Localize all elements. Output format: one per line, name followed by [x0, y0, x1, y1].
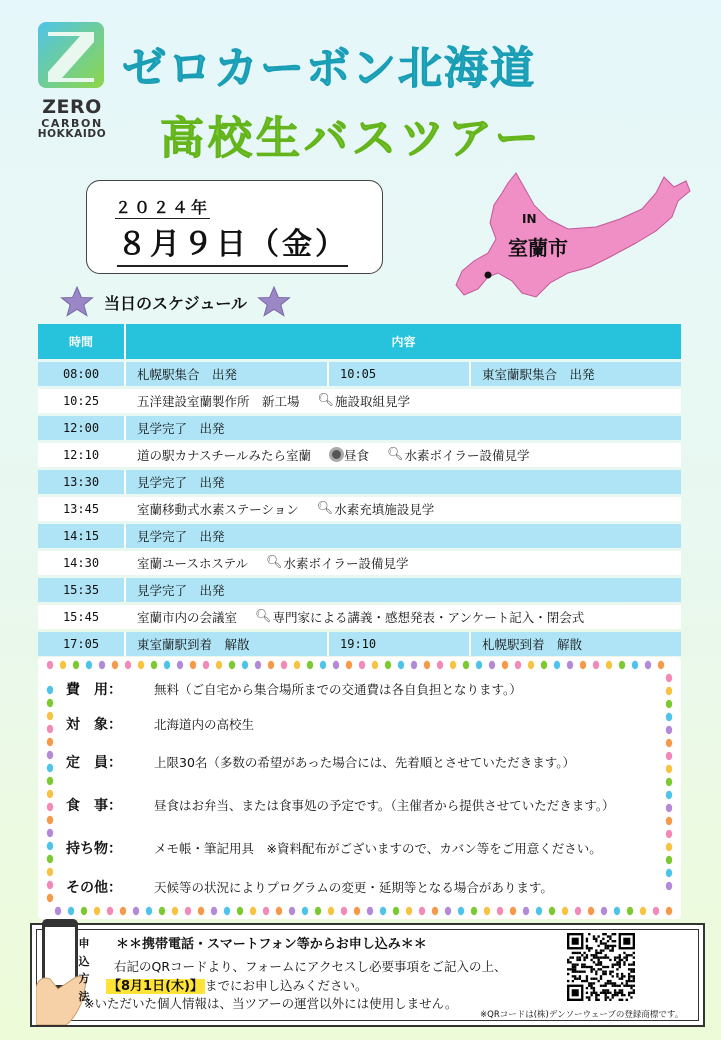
- info-row-target: [66, 714, 254, 734]
- qr-code-icon[interactable]: [567, 933, 635, 1001]
- border-dot: [229, 661, 235, 669]
- border-dot: [619, 661, 625, 669]
- border-dot: [359, 661, 365, 669]
- border-dot: [666, 856, 672, 864]
- border-dot: [250, 907, 256, 915]
- border-dot: [125, 661, 131, 669]
- border-dot: [658, 661, 664, 669]
- border-dot: [276, 907, 282, 915]
- info-value: 昼食はお弁当、または食事処の予定です。（主催者から提供させていただきます。）: [154, 798, 615, 813]
- apply-deadline-rest: までにお申し込みください。: [204, 978, 368, 993]
- row-time: 08:00: [38, 362, 126, 387]
- border-dot: [289, 907, 295, 915]
- border-dot: [333, 661, 339, 669]
- row-tag: 水素ボイラー設備見学: [283, 555, 409, 571]
- border-dot: [385, 661, 391, 669]
- map-city-label: 室蘭市: [508, 236, 568, 260]
- border-dot: [450, 661, 456, 669]
- border-dot: [320, 661, 326, 669]
- row-time: 14:30: [38, 551, 126, 576]
- border-dot: [471, 907, 477, 915]
- border-dot: [653, 907, 659, 915]
- border-dot: [393, 907, 399, 915]
- border-dot: [47, 881, 53, 889]
- info-value: 天候等の状況によりプログラムの変更・延期等となる場合があります。: [154, 880, 553, 895]
- border-dot: [645, 661, 651, 669]
- border-dot: [107, 907, 113, 915]
- info-label: 持ち物：: [66, 841, 122, 857]
- row-text: 室蘭ユースホステル: [137, 555, 249, 571]
- border-dot: [398, 661, 404, 669]
- row-text: 室蘭移動式水素ステーション: [137, 501, 299, 517]
- table-row: [38, 632, 681, 657]
- border-dot: [177, 661, 183, 669]
- border-dot: [328, 907, 334, 915]
- row-time: 12:10: [38, 443, 126, 468]
- magnifier-icon: 🔍︎: [255, 609, 272, 625]
- border-dot: [133, 907, 139, 915]
- border-dot: [463, 661, 469, 669]
- border-dot: [367, 907, 373, 915]
- border-dot: [73, 661, 79, 669]
- border-dot: [593, 661, 599, 669]
- row-meal: 昼食: [344, 447, 370, 463]
- border-dot: [510, 907, 516, 915]
- border-dot: [94, 907, 100, 915]
- column-header-content: 内容: [391, 335, 416, 349]
- plate-icon: [329, 447, 344, 462]
- border-dot: [47, 725, 53, 733]
- border-dot: [255, 661, 261, 669]
- magnifier-icon: 🔍︎: [317, 393, 335, 409]
- title-line2: 高校生バスツアー: [160, 113, 543, 164]
- border-dot: [112, 661, 118, 669]
- table-row: [38, 443, 681, 468]
- border-dot: [47, 790, 53, 798]
- row-time: 13:30: [38, 470, 126, 495]
- row-time: 17:05: [38, 632, 126, 657]
- border-dot: [640, 907, 646, 915]
- row-tag: 水素充填施設見学: [334, 501, 435, 517]
- info-row-cost: [66, 679, 522, 699]
- info-value: 北海道内の高校生: [154, 717, 255, 732]
- border-dot: [341, 907, 347, 915]
- map-in-label: IN: [522, 212, 537, 226]
- table-row: [38, 416, 681, 441]
- border-dot: [549, 907, 555, 915]
- border-dot: [484, 907, 490, 915]
- row-time: 15:45: [38, 605, 126, 630]
- border-dot: [606, 661, 612, 669]
- border-dot: [666, 830, 672, 838]
- border-dot: [666, 817, 672, 825]
- border-dot: [242, 661, 248, 669]
- border-dot: [307, 661, 313, 669]
- border-dot: [47, 855, 53, 863]
- border-dot: [47, 777, 53, 785]
- border-dot: [268, 661, 274, 669]
- row-time: 10:25: [38, 389, 126, 414]
- border-dot: [614, 907, 620, 915]
- schedule-table: [38, 324, 681, 656]
- star-icon: [257, 285, 291, 319]
- info-row-meal: [66, 795, 615, 815]
- table-row: [38, 605, 681, 630]
- border-dot: [666, 687, 672, 695]
- zero-carbon-logo: [36, 22, 108, 144]
- apply-deadline-line: [106, 975, 368, 994]
- table-row: [38, 389, 681, 414]
- row-text: 見学完了 出発: [137, 474, 225, 490]
- border-dot: [47, 712, 53, 720]
- apply-heading: ＊＊携帯電話・スマートフォン等からお申し込み＊＊: [116, 937, 427, 952]
- border-dot: [666, 882, 672, 890]
- border-dot: [627, 907, 633, 915]
- magnifier-icon: 🔍︎: [387, 447, 404, 463]
- border-dot: [68, 907, 74, 915]
- border-dot: [666, 726, 672, 734]
- border-dot: [458, 907, 464, 915]
- border-dot: [666, 778, 672, 786]
- row-tag: 水素ボイラー設備見学: [404, 447, 530, 463]
- privacy-note: ※いただいた個人情報は、当ツアーの運営以外には使用しません。: [84, 996, 458, 1011]
- border-dot: [47, 803, 53, 811]
- border-dot: [445, 907, 451, 915]
- logo-text-carbon: CARBON: [41, 116, 103, 130]
- row-time: 15:35: [38, 578, 126, 603]
- row-time: 14:15: [38, 524, 126, 549]
- border-dot: [47, 699, 53, 707]
- table-row: [38, 362, 681, 387]
- border-dot: [151, 661, 157, 669]
- row-time-alt: 10:05: [329, 362, 471, 387]
- apply-method-label: 申 込 方 法: [78, 937, 90, 1003]
- border-dot: [203, 661, 209, 669]
- border-dot: [47, 764, 53, 772]
- border-dot: [86, 661, 92, 669]
- border-dot: [237, 907, 243, 915]
- apply-instruction: 右記のQRコードより、フォームにアクセスし必要事項をご記入の上、: [114, 959, 507, 974]
- border-dot: [47, 868, 53, 876]
- border-dot: [666, 765, 672, 773]
- row-time-alt: 19:10: [329, 632, 471, 657]
- border-dot: [185, 907, 191, 915]
- border-dot: [666, 791, 672, 799]
- table-row: [38, 497, 681, 522]
- row-text: 室蘭市内の会議室: [137, 609, 238, 625]
- row-text: 五洋建設室蘭製作所 新工場: [137, 393, 300, 409]
- row-text: 見学完了 出発: [137, 420, 225, 436]
- border-dot: [55, 907, 61, 915]
- row-tag: 専門家による講義・感想発表・アンケート記入・閉会式: [272, 609, 585, 625]
- info-value: 上限30名（多数の希望があった場合には、先着順とさせていただきます。）: [154, 755, 576, 770]
- border-dot: [666, 869, 672, 877]
- table-row: [38, 524, 681, 549]
- info-label: 定 員：: [66, 755, 122, 771]
- table-row: [38, 578, 681, 603]
- info-value: 無料（ご自宅から集合場所までの交通費は各自負担となります。）: [154, 682, 522, 697]
- apply-deadline: 【8月1日(木)】: [108, 979, 203, 994]
- table-header: [38, 324, 681, 359]
- date-box: [86, 180, 383, 274]
- border-dot: [554, 661, 560, 669]
- border-dot: [601, 907, 607, 915]
- border-dot: [432, 907, 438, 915]
- border-dot: [419, 907, 425, 915]
- application-box: [30, 923, 705, 1027]
- info-value: メモ帳・筆記用具 ※資料配布がございますので、カバン等をご用意ください。: [154, 841, 602, 856]
- border-dot: [666, 674, 672, 682]
- table-row: [38, 470, 681, 495]
- border-dot: [263, 907, 269, 915]
- border-dot: [666, 752, 672, 760]
- border-dot: [172, 907, 178, 915]
- border-dot: [536, 907, 542, 915]
- border-dot: [666, 739, 672, 747]
- border-dot: [47, 842, 53, 850]
- border-dot: [47, 686, 53, 694]
- info-row-other: [66, 877, 553, 897]
- date-year: ２０２４年: [115, 195, 210, 219]
- info-box: [38, 657, 681, 919]
- border-dot: [476, 661, 482, 669]
- border-dot: [588, 907, 594, 915]
- border-dot: [666, 843, 672, 851]
- border-dot: [575, 907, 581, 915]
- border-dot: [60, 661, 66, 669]
- border-dot: [47, 829, 53, 837]
- magnifier-icon: 🔍︎: [316, 501, 334, 517]
- border-dot: [159, 907, 165, 915]
- border-dot: [146, 907, 152, 915]
- border-dot: [580, 661, 586, 669]
- border-dot: [138, 661, 144, 669]
- border-dot: [489, 661, 495, 669]
- row-departure: 札幌駅集合 出発: [126, 362, 329, 387]
- border-dot: [190, 661, 196, 669]
- row-tag: 施設取組見学: [335, 393, 411, 409]
- border-dot: [515, 661, 521, 669]
- info-row-capacity: [66, 752, 575, 772]
- border-dot: [47, 661, 53, 669]
- border-dot: [346, 661, 352, 669]
- star-icon: [60, 285, 94, 319]
- border-dot: [411, 661, 417, 669]
- border-dot: [302, 907, 308, 915]
- logo-text-hokkaido: HOKKAIDO: [37, 128, 107, 141]
- border-dot: [666, 713, 672, 721]
- row-departure-alt: 東室蘭駅集合 出発: [482, 366, 595, 382]
- border-dot: [354, 907, 360, 915]
- border-dot: [164, 661, 170, 669]
- border-dot: [437, 661, 443, 669]
- border-dot: [294, 661, 300, 669]
- row-arrival: 東室蘭駅到着 解散: [126, 632, 329, 657]
- border-dot: [497, 907, 503, 915]
- row-time: 13:45: [38, 497, 126, 522]
- info-label: 対 象：: [66, 717, 122, 733]
- schedule-title: 当日のスケジュール: [104, 293, 248, 313]
- info-row-items: [66, 838, 602, 858]
- border-dot: [120, 907, 126, 915]
- border-dot: [315, 907, 321, 915]
- border-dot: [523, 907, 529, 915]
- schedule-header: [60, 286, 291, 318]
- border-dot: [406, 907, 412, 915]
- row-text: 道の駅カナスチールみたら室蘭: [137, 447, 312, 463]
- row-time: 12:00: [38, 416, 126, 441]
- hokkaido-map-icon: [450, 165, 700, 315]
- border-dot: [47, 751, 53, 759]
- table-row: [38, 551, 681, 576]
- border-dot: [541, 661, 547, 669]
- border-dot: [562, 907, 568, 915]
- date-day: ８月９日（金）: [117, 219, 348, 267]
- column-header-time: 時間: [38, 324, 126, 359]
- magnifier-icon: 🔍︎: [266, 555, 283, 571]
- row-text: 見学完了 出発: [137, 582, 225, 598]
- border-dot: [81, 907, 87, 915]
- row-text: 見学完了 出発: [137, 528, 225, 544]
- border-dot: [380, 907, 386, 915]
- border-dot: [632, 661, 638, 669]
- border-dot: [216, 661, 222, 669]
- border-dot: [224, 907, 230, 915]
- border-dot: [372, 661, 378, 669]
- info-label: 費 用：: [66, 682, 122, 698]
- info-label: その他：: [66, 880, 122, 896]
- border-dot: [424, 661, 430, 669]
- border-dot: [666, 907, 672, 915]
- border-dot: [528, 661, 534, 669]
- border-dot: [47, 894, 53, 902]
- border-dot: [47, 816, 53, 824]
- border-dot: [211, 907, 217, 915]
- border-dot: [198, 907, 204, 915]
- zero-carbon-logo-icon: [38, 22, 104, 88]
- border-dot: [666, 700, 672, 708]
- border-dot: [502, 661, 508, 669]
- border-dot: [99, 661, 105, 669]
- info-label: 食 事：: [66, 798, 122, 814]
- border-dot: [567, 661, 573, 669]
- row-arrival-alt: 札幌駅到着 解散: [482, 636, 583, 652]
- logo-text-zero: ZERO: [42, 96, 102, 118]
- title-line1: ゼロカーボン北海道: [122, 43, 536, 94]
- border-dot: [666, 804, 672, 812]
- border-dot: [47, 738, 53, 746]
- border-dot: [281, 661, 287, 669]
- qr-trademark-note: ※QRコードは(株)デンソーウェーブの登録商標です。: [480, 1010, 684, 1020]
